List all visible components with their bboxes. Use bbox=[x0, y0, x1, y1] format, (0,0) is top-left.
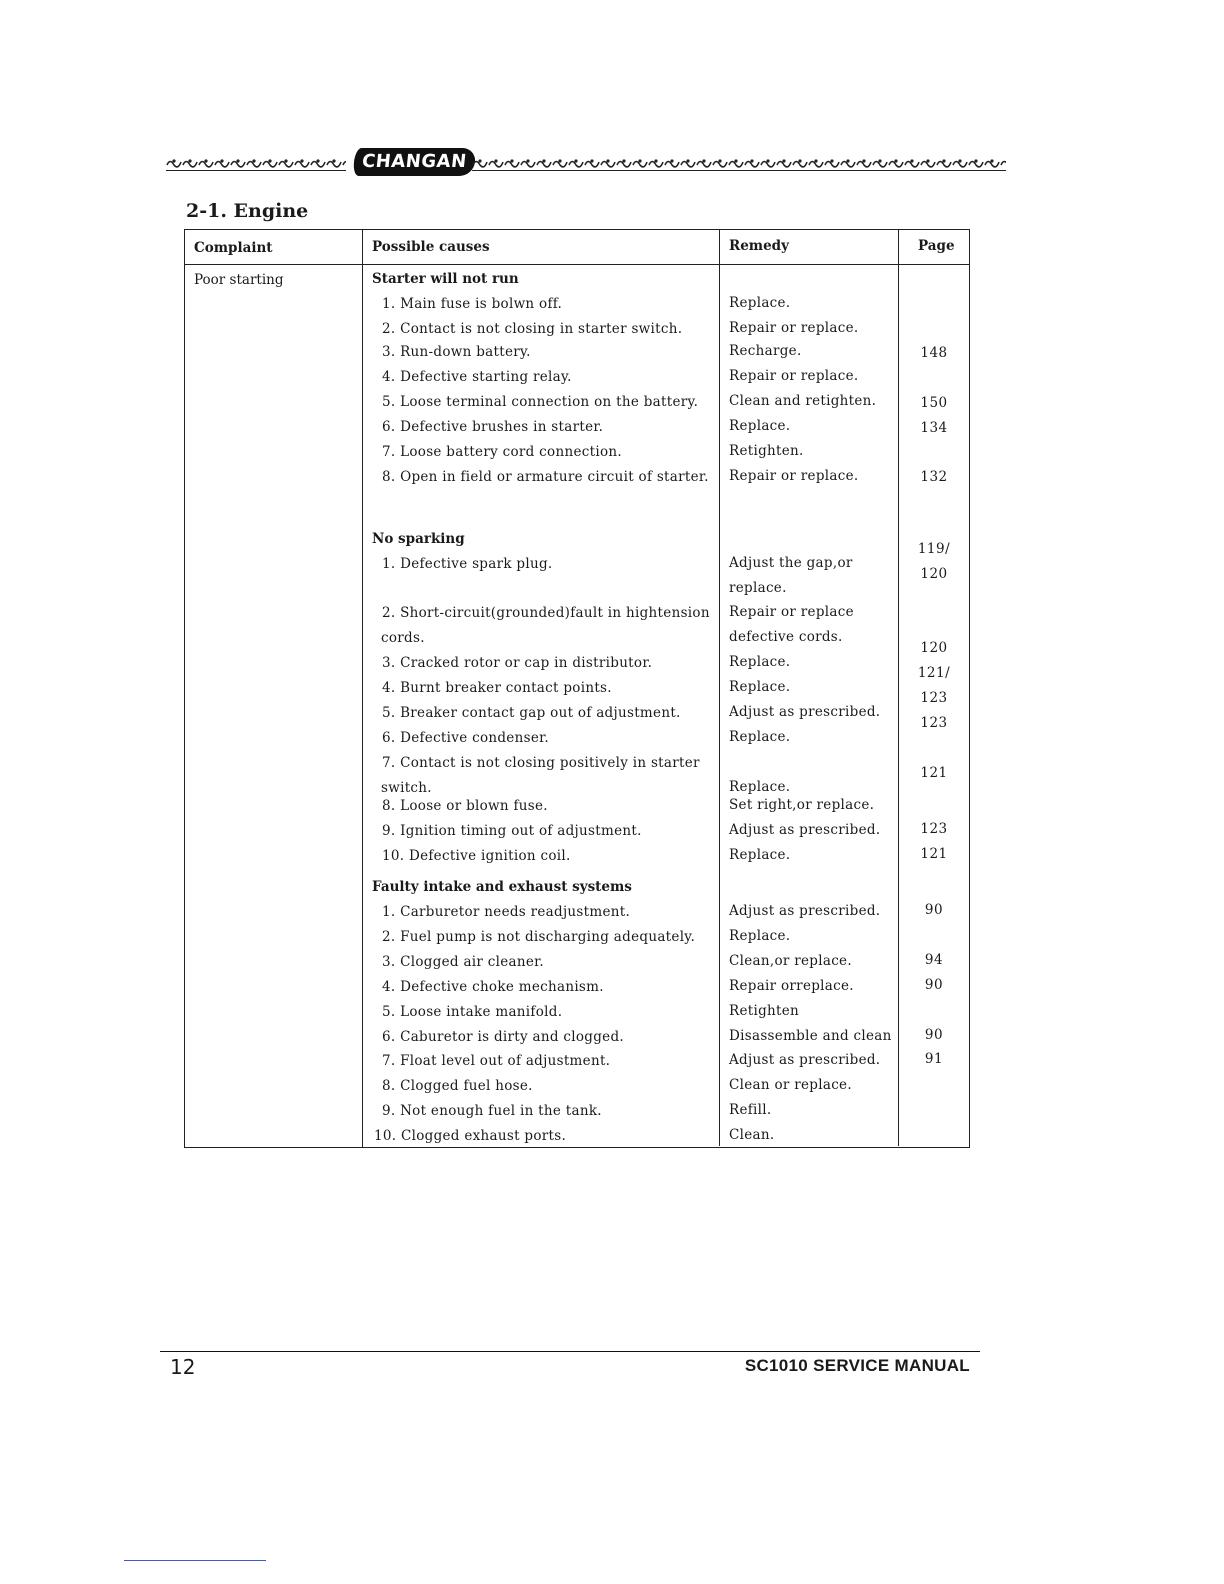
cause-item: 5. Breaker contact gap out of adjustment. bbox=[382, 705, 681, 721]
page-ref: 134 bbox=[920, 420, 948, 436]
cause-item: 9. Not enough fuel in the tank. bbox=[382, 1103, 602, 1119]
cause-item: 6. Defective condenser. bbox=[382, 730, 549, 746]
group-heading: Faulty intake and exhaust systems bbox=[372, 879, 632, 895]
remedy-item: Replace. bbox=[729, 654, 791, 670]
cause-item: 3. Cracked rotor or cap in distributor. bbox=[382, 655, 653, 671]
page-ref: 90 bbox=[924, 902, 944, 918]
bottom-link-underline bbox=[124, 1560, 266, 1561]
manual-title: SC1010 SERVICE MANUAL bbox=[744, 1356, 970, 1375]
remedy-item: Disassemble and clean bbox=[729, 1028, 892, 1044]
cause-item: 2. Short-circuit(grounded)fault in hightension bbox=[382, 605, 710, 621]
page-ref: 120 bbox=[920, 566, 948, 582]
cause-item: 4. Defective starting relay. bbox=[382, 369, 572, 385]
page-ref: 123 bbox=[920, 690, 948, 706]
page-ref: 90 bbox=[924, 977, 944, 993]
header-complaint: Complaint bbox=[194, 240, 273, 256]
cause-item: 4. Burnt breaker contact points. bbox=[382, 680, 612, 696]
page-ref: 148 bbox=[920, 345, 948, 361]
page-ref: 123 bbox=[920, 821, 948, 837]
remedy-item: Repair orreplace. bbox=[729, 978, 854, 994]
page-ref: 91 bbox=[924, 1051, 944, 1067]
remedy-item: Repair or replace. bbox=[729, 320, 859, 336]
page-ref: 121 bbox=[920, 765, 948, 781]
cause-item: 1. Main fuse is bolwn off. bbox=[382, 296, 563, 312]
ornament-pattern-left bbox=[166, 156, 346, 170]
remedy-item: Refill. bbox=[729, 1102, 772, 1118]
remedy-item: Repair or replace. bbox=[729, 468, 859, 484]
cause-item: 10. Clogged exhaust ports. bbox=[374, 1128, 567, 1144]
remedy-item: Adjust as prescribed. bbox=[729, 822, 881, 838]
remedy-item: Repair or replace bbox=[729, 604, 854, 620]
remedy-item: Replace. bbox=[729, 928, 791, 944]
cause-item: 3. Clogged air cleaner. bbox=[382, 954, 545, 970]
remedy-item: Clean,or replace. bbox=[729, 953, 852, 969]
remedy-item: Retighten. bbox=[729, 443, 804, 459]
cause-item: 7. Loose battery cord connection. bbox=[382, 444, 622, 460]
page-ref: 120 bbox=[920, 640, 948, 656]
remedy-item: Replace. bbox=[729, 679, 791, 695]
remedy-item: Retighten bbox=[729, 1003, 800, 1019]
page-ref: 132 bbox=[920, 469, 948, 485]
cause-item: 7. Contact is not closing positively in starter bbox=[382, 755, 700, 771]
remedy-item: Replace. bbox=[729, 847, 791, 863]
cause-item: switch. bbox=[381, 780, 432, 796]
header-causes: Possible causes bbox=[372, 239, 490, 255]
decorative-border-left bbox=[166, 156, 346, 171]
page-ref: 90 bbox=[924, 1027, 944, 1043]
cause-item: 5. Loose terminal connection on the battery. bbox=[382, 394, 699, 410]
page-ref: 121/ bbox=[917, 665, 951, 681]
complaint-text: Poor starting bbox=[194, 272, 284, 288]
remedy-item: Repair or replace. bbox=[729, 368, 859, 384]
group-heading: Starter will not run bbox=[372, 271, 519, 287]
remedy-item: Clean or replace. bbox=[729, 1077, 852, 1093]
cause-item: 9. Ignition timing out of adjustment. bbox=[382, 823, 642, 839]
cause-item: 3. Run-down battery. bbox=[382, 344, 531, 360]
cause-item: 8. Loose or blown fuse. bbox=[382, 798, 548, 814]
cause-item: 6. Defective brushes in starter. bbox=[382, 419, 604, 435]
cause-item: 1. Defective spark plug. bbox=[382, 556, 553, 572]
page-ref: 150 bbox=[920, 395, 948, 411]
cause-item: 10. Defective ignition coil. bbox=[382, 848, 571, 864]
remedy-item: Adjust as prescribed. bbox=[729, 903, 881, 919]
page-ref: 123 bbox=[920, 715, 948, 731]
cause-item: 1. Carburetor needs readjustment. bbox=[382, 904, 631, 920]
cause-item: 8. Clogged fuel hose. bbox=[382, 1078, 533, 1094]
cause-item: 8. Open in field or armature circuit of starter. bbox=[382, 469, 709, 485]
decorative-border-right bbox=[472, 156, 1006, 171]
remedy-item: replace. bbox=[729, 580, 787, 596]
remedy-item: Replace. bbox=[729, 418, 791, 434]
remedy-item: defective cords. bbox=[729, 629, 843, 645]
page-ref: 119/ bbox=[917, 541, 951, 557]
page-ref: 94 bbox=[924, 952, 944, 968]
ornament-pattern-right bbox=[472, 156, 1006, 170]
remedy-item: Recharge. bbox=[729, 343, 802, 359]
remedy-item: Replace. bbox=[729, 779, 791, 795]
page-ref: 121 bbox=[920, 846, 948, 862]
remedy-item: Clean. bbox=[729, 1127, 775, 1143]
cause-item: 4. Defective choke mechanism. bbox=[382, 979, 604, 995]
section-title: 2-1. Engine bbox=[186, 200, 309, 222]
group-heading: No sparking bbox=[372, 531, 465, 547]
column-divider bbox=[719, 229, 720, 1146]
cause-item: 2. Contact is not closing in starter switch. bbox=[382, 321, 683, 337]
cause-item: 5. Loose intake manifold. bbox=[382, 1004, 563, 1020]
cause-item: 7. Float level out of adjustment. bbox=[382, 1053, 611, 1069]
cause-item: 2. Fuel pump is not discharging adequately. bbox=[382, 929, 696, 945]
remedy-item: Replace. bbox=[729, 295, 791, 311]
header-remedy: Remedy bbox=[729, 238, 789, 254]
cause-item: 6. Caburetor is dirty and clogged. bbox=[382, 1029, 625, 1045]
column-divider bbox=[898, 229, 899, 1146]
column-divider bbox=[362, 229, 363, 1148]
page-number: 12 bbox=[170, 1355, 196, 1379]
remedy-item: Clean and retighten. bbox=[729, 393, 877, 409]
header-band bbox=[166, 150, 1006, 180]
footer-rule bbox=[160, 1351, 980, 1352]
header-page: Page bbox=[918, 238, 955, 254]
remedy-item: Adjust as prescribed. bbox=[729, 704, 881, 720]
remedy-item: Replace. bbox=[729, 729, 791, 745]
header-row-divider bbox=[184, 264, 970, 265]
cause-item: cords. bbox=[381, 630, 425, 646]
remedy-item: Adjust the gap,or bbox=[729, 555, 853, 571]
brand-logo: CHANGAN bbox=[353, 148, 476, 176]
remedy-item: Adjust as prescribed. bbox=[729, 1052, 881, 1068]
remedy-item: Set right,or replace. bbox=[729, 797, 875, 813]
